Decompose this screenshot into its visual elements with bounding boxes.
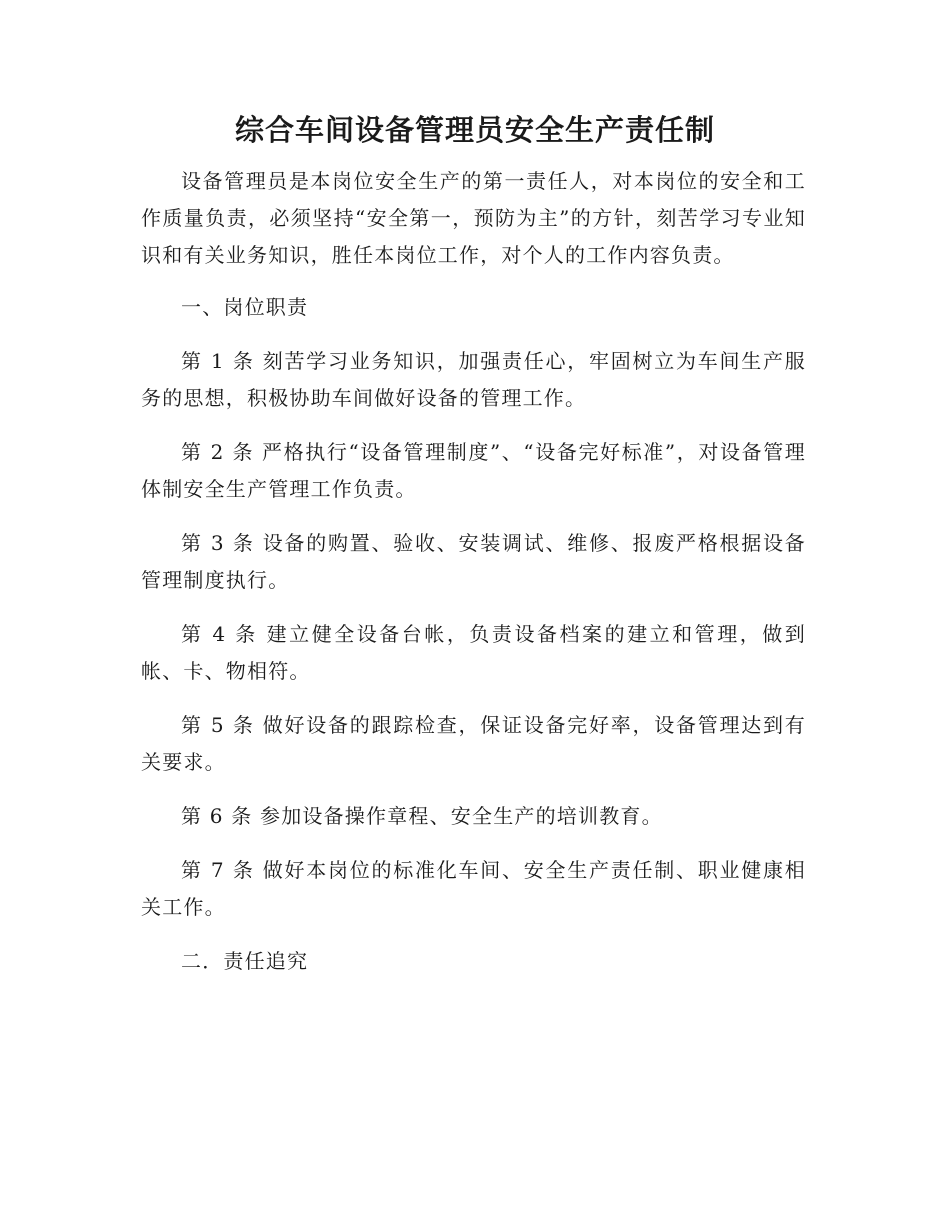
article-3: 第 3 条 设备的购置、验收、安装调试、维修、报废严格根据设备管理制度执行。	[141, 531, 806, 592]
intro-paragraph: 设备管理员是本岗位安全生产的第一责任人，对本岗位的安全和工作质量负责，必须坚持“安全第一，预防为主”的方针，刻苦学习专业知识和有关业务知识，胜任本岗位工作，对个人的工作内容负责。	[141, 169, 806, 267]
article-4: 第 4 条 建立健全设备台帐，负责设备档案的建立和管理，做到帐、卡、物相符。	[141, 622, 806, 683]
document-title: 综合车间设备管理员安全生产责任制	[234, 113, 715, 147]
article-2: 第 2 条 严格执行“设备管理制度”、“设备完好标准”，对设备管理体制安全生产管理工作负责。	[141, 440, 806, 501]
section-heading-duties: 一、岗位职责	[181, 295, 309, 319]
article-6: 第 6 条 参加设备操作章程、安全生产的培训教育。	[181, 804, 663, 828]
article-7: 第 7 条 做好本岗位的标准化车间、安全生产责任制、职业健康相关工作。	[141, 858, 806, 919]
article-1: 第 1 条 刻苦学习业务知识，加强责任心，牢固树立为车间生产服务的思想，积极协助车间做好设备的管理工作。	[141, 349, 806, 410]
article-5: 第 5 条 做好设备的跟踪检查，保证设备完好率，设备管理达到有关要求。	[141, 713, 806, 774]
document-body	[141, 163, 806, 997]
section-heading-accountability: 二．责任追究	[181, 949, 309, 973]
